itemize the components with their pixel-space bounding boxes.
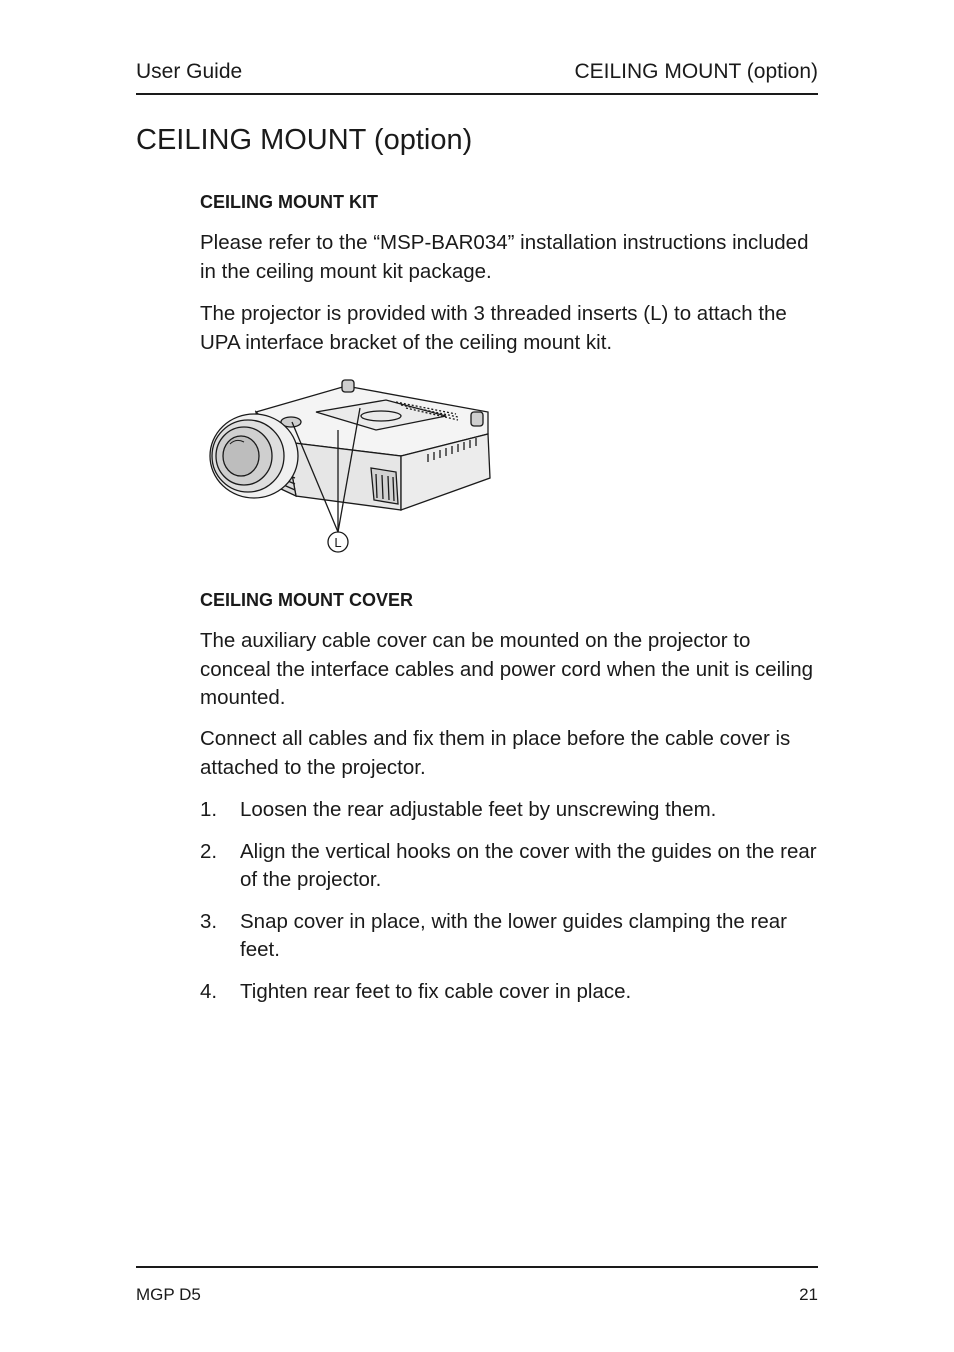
cover-paragraph-2: Connect all cables and fix them in place before the cable cover is attached to the projector. bbox=[200, 727, 791, 779]
step-number: 3. bbox=[200, 909, 218, 933]
page-title: CEILING MOUNT (option) bbox=[136, 124, 473, 156]
list-item bbox=[200, 796, 825, 825]
list-item bbox=[200, 838, 825, 895]
kit-paragraph-2: The projector is provided with 3 threaded inserts (L) to attach the UPA interface bracket of the ceiling mount kit. bbox=[200, 302, 787, 354]
step-text: Align the vertical hooks on the cover with the guides on the rear of the projector. bbox=[240, 839, 817, 891]
step-text: Loosen the rear adjustable feet by unscrewing them. bbox=[240, 798, 717, 821]
installation-steps-list bbox=[200, 796, 825, 1019]
projector-drawing bbox=[196, 372, 496, 558]
header-rule bbox=[136, 93, 818, 95]
footer-left-text: MGP D5 bbox=[136, 1285, 201, 1304]
step-number: 2. bbox=[200, 839, 218, 863]
list-item bbox=[200, 978, 825, 1007]
step-text: Tighten rear feet to fix cable cover in place. bbox=[240, 979, 632, 1003]
page-number: 21 bbox=[799, 1285, 818, 1304]
header-left-text: User Guide bbox=[136, 60, 243, 83]
list-item bbox=[200, 908, 825, 965]
step-number: 4. bbox=[200, 979, 218, 1003]
figure-label-l: L bbox=[334, 535, 342, 550]
cover-paragraph-1: The auxiliary cable cover can be mounted on the projector to conceal the interface cables and power cord when the unit is ceiling mounted. bbox=[200, 629, 814, 709]
footer-rule bbox=[136, 1266, 818, 1268]
header-right-text: CEILING MOUNT (option) bbox=[574, 60, 818, 83]
kit-paragraph-1: Please refer to the “MSP-BAR034” installation instructions included in the ceiling mount kit package. bbox=[200, 231, 809, 283]
section-heading-kit: CEILING MOUNT KIT bbox=[200, 192, 378, 212]
step-text: Snap cover in place, with the lower guides clamping the rear feet. bbox=[240, 909, 787, 961]
section-heading-cover: CEILING MOUNT COVER bbox=[200, 590, 414, 610]
projector-illustration bbox=[196, 372, 496, 558]
step-number: 1. bbox=[200, 798, 218, 821]
